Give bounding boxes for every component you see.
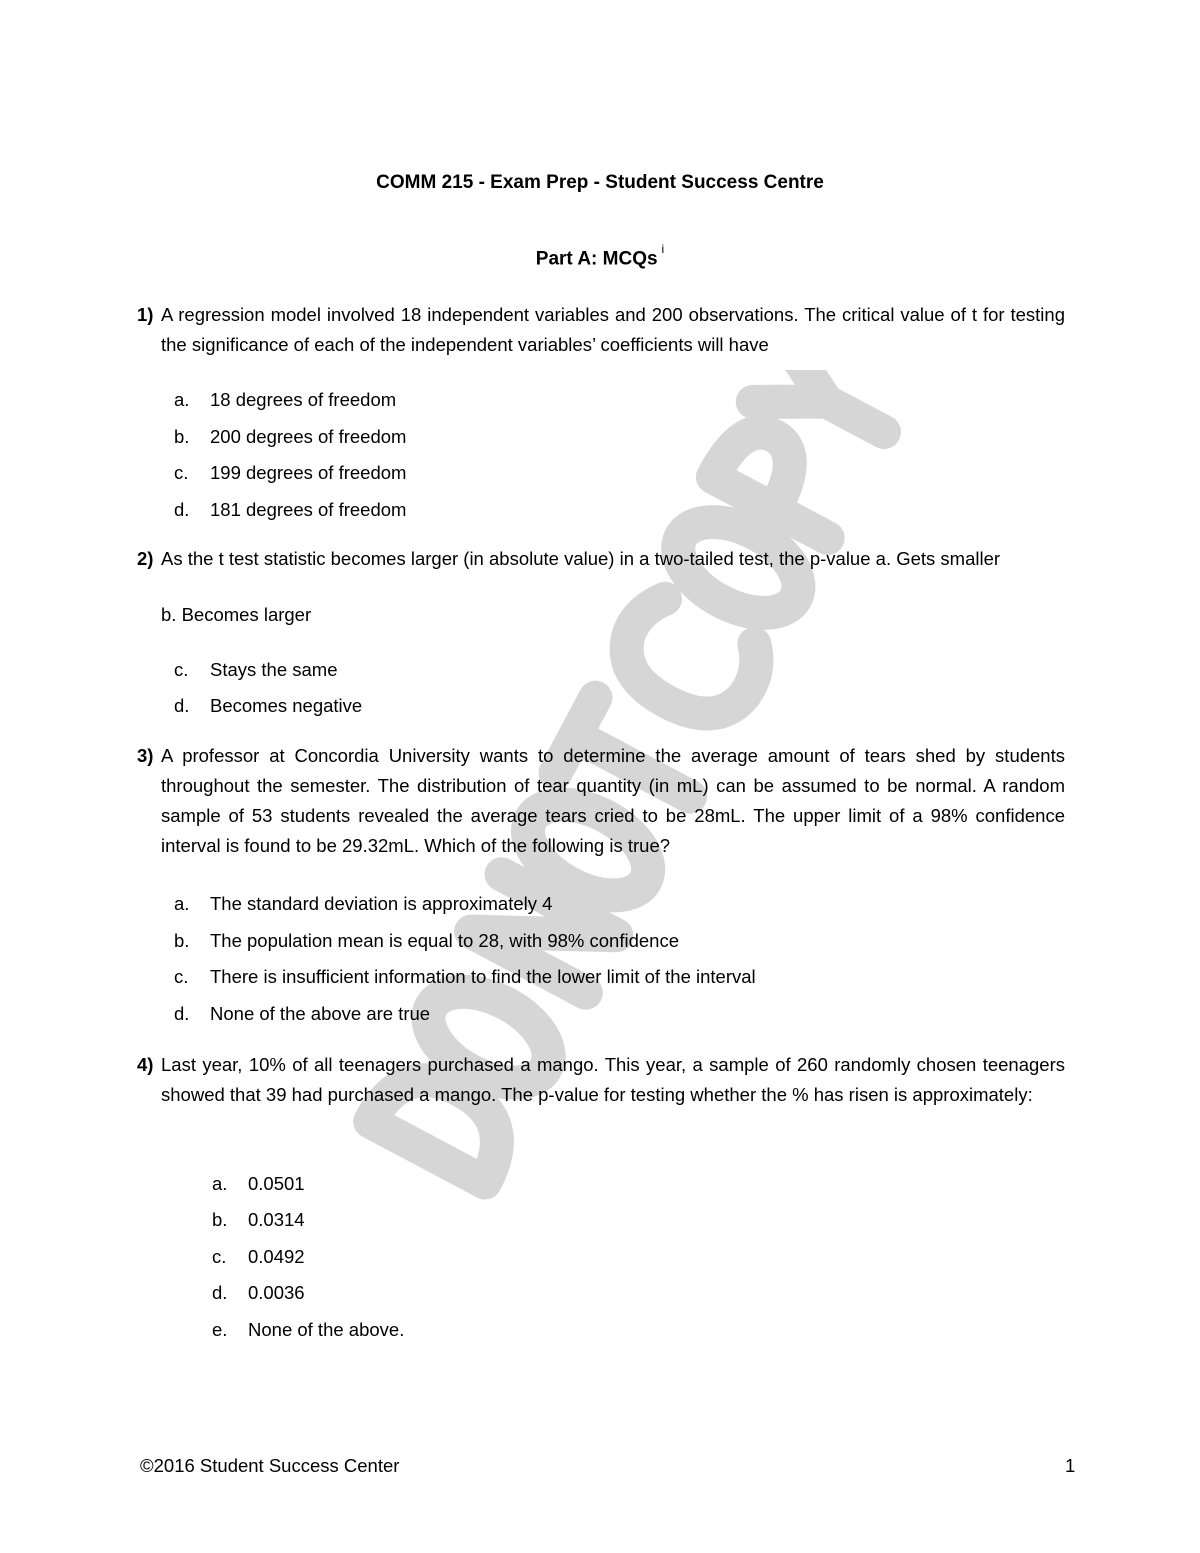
option-2b bbox=[161, 603, 311, 627]
option-letter: e. bbox=[212, 1319, 228, 1340]
question-number: 3) bbox=[137, 745, 154, 766]
option-text: Becomes negative bbox=[210, 695, 363, 716]
question-2 bbox=[137, 544, 1065, 574]
option-text: 0.0492 bbox=[248, 1246, 305, 1267]
option-text: 181 degrees of freedom bbox=[210, 499, 407, 520]
question-text: Last year, 10% of all teenagers purchased a mango. This year, a sample of 260 randomly chosen teenagers showed that 39 had purchased a mango. The p-value for testing whether the % has risen is approximately: bbox=[161, 1054, 1065, 1105]
option-3a bbox=[174, 892, 552, 916]
option-text: Becomes larger bbox=[181, 604, 312, 625]
question-4 bbox=[137, 1050, 1065, 1110]
option-letter: a. bbox=[212, 1173, 228, 1194]
option-letter: d. bbox=[212, 1282, 228, 1303]
option-letter: c. bbox=[174, 659, 189, 680]
option-text: 18 degrees of freedom bbox=[210, 389, 397, 410]
option-4d bbox=[212, 1281, 305, 1305]
option-letter: a. bbox=[174, 893, 190, 914]
option-letter: b. bbox=[174, 426, 190, 447]
option-text: 0.0036 bbox=[248, 1282, 305, 1303]
option-2d bbox=[174, 694, 362, 718]
option-text: 199 degrees of freedom bbox=[210, 462, 407, 483]
option-1c bbox=[174, 461, 406, 485]
option-3c bbox=[174, 965, 756, 989]
document-title: COMM 215 - Exam Prep - Student Success Centre bbox=[376, 172, 824, 193]
section-heading bbox=[0, 242, 1200, 270]
question-number: 1) bbox=[137, 304, 154, 325]
option-text: None of the above are true bbox=[210, 1003, 431, 1024]
question-1 bbox=[137, 300, 1065, 360]
footer-copyright: ©2016 Student Success Center bbox=[140, 1455, 400, 1476]
section-heading-text: Part A: MCQs bbox=[535, 248, 658, 270]
question-text: As the t test statistic becomes larger (in absolute value) in a two-tailed test, the p-value a. Gets smaller bbox=[161, 548, 1001, 569]
option-letter: d. bbox=[174, 1003, 190, 1024]
option-letter: d. bbox=[174, 695, 190, 716]
option-text: Stays the same bbox=[210, 659, 338, 680]
option-letter: b. bbox=[174, 930, 190, 951]
option-text: 200 degrees of freedom bbox=[210, 426, 407, 447]
option-text: 0.0314 bbox=[248, 1209, 305, 1230]
option-1d bbox=[174, 498, 406, 522]
option-4b bbox=[212, 1208, 305, 1232]
option-letter: a. bbox=[174, 389, 190, 410]
option-letter: b. bbox=[212, 1209, 228, 1230]
page-number: 1 bbox=[1065, 1455, 1076, 1476]
option-letter: c. bbox=[174, 966, 189, 987]
option-1a bbox=[174, 388, 396, 412]
option-text: There is insufficient information to find the lower limit of the interval bbox=[210, 966, 756, 987]
option-1b bbox=[174, 425, 406, 449]
question-number: 2) bbox=[137, 548, 154, 569]
option-text: The population mean is equal to 28, with 98% confidence bbox=[210, 930, 679, 951]
question-3 bbox=[137, 741, 1065, 861]
option-letter: c. bbox=[212, 1246, 227, 1267]
question-number: 4) bbox=[137, 1054, 154, 1075]
option-3d bbox=[174, 1002, 430, 1026]
question-text: A regression model involved 18 independent variables and 200 observations. The critical value of t for testing the significance of each of the independent variables’ coefficients will have bbox=[161, 304, 1065, 355]
option-letter: b. bbox=[161, 604, 177, 625]
option-4e bbox=[212, 1318, 404, 1342]
option-text: None of the above. bbox=[248, 1319, 405, 1340]
option-4a bbox=[212, 1172, 305, 1196]
option-2c bbox=[174, 658, 338, 682]
option-text: 0.0501 bbox=[248, 1173, 305, 1194]
question-text: A professor at Concordia University wants to determine the average amount of tears shed by students throughout the semester. The distribution of tear quantity (in mL) can be assumed to be normal. A random sample of 53 students revealed the average tears cried to be 28mL. The upper limit of a 98% confidence interval is found to be 29.32mL. Which of the following is true? bbox=[161, 745, 1065, 856]
option-letter: d. bbox=[174, 499, 190, 520]
option-3b bbox=[174, 929, 679, 953]
option-text: The standard deviation is approximately 4 bbox=[210, 893, 553, 914]
endnote-marker: i bbox=[661, 242, 665, 256]
option-letter: c. bbox=[174, 462, 189, 483]
option-4c bbox=[212, 1245, 305, 1269]
